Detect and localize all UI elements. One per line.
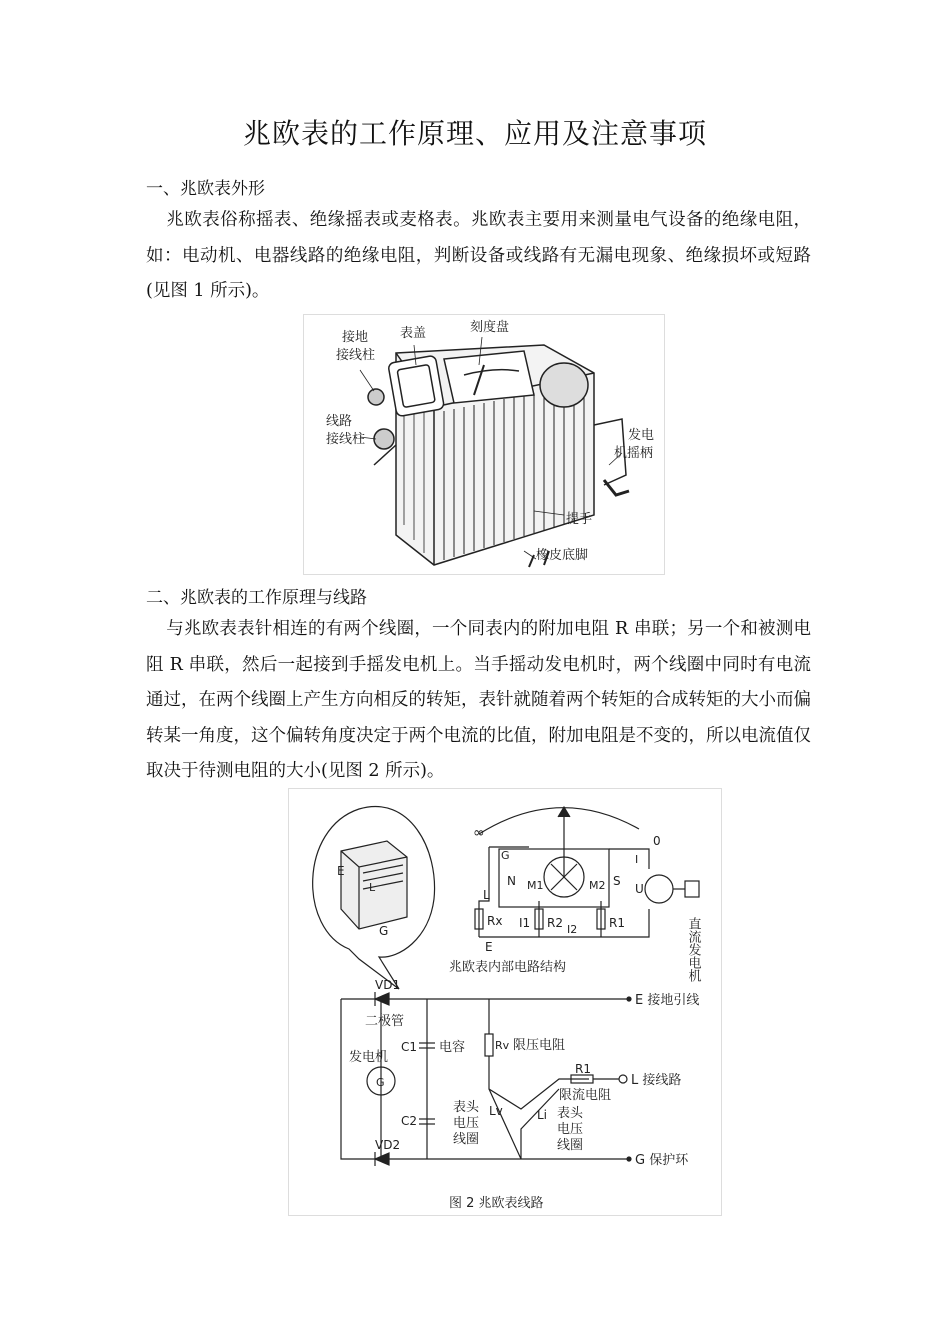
fig2-label-inf: ∞ xyxy=(473,825,485,841)
fig2-label-generator: 发电机 xyxy=(349,1050,389,1065)
fig2-label-r2: R2 xyxy=(547,916,563,930)
fig2-label-i2: I2 xyxy=(567,923,578,936)
fig1-label-handle: 提手 xyxy=(566,512,593,527)
fig2-label-head-v-3: 线圈 xyxy=(453,1132,480,1147)
fig2-label-limit-i: 限流电阻 xyxy=(559,1088,612,1103)
section1-heading: 一、兆欧表外形 xyxy=(146,179,265,199)
fig2-label-u: U xyxy=(635,882,644,896)
fig2-label-c1: C1 xyxy=(401,1040,418,1054)
fig2-label-li: Li xyxy=(537,1108,548,1122)
fig2-label-zero: 0 xyxy=(653,834,661,848)
fig1-label-line-2: 接线柱 xyxy=(326,432,366,447)
figure-1-megger-illustration xyxy=(303,314,665,575)
fig2-label-m1: M1 xyxy=(527,879,544,892)
fig2-label-diode: 二极管 xyxy=(365,1014,405,1029)
fig2-caption: 图 2 兆欧表线路 xyxy=(449,1196,544,1211)
fig2-label-r1: R1 xyxy=(575,1062,591,1076)
fig2-label-g-top: G xyxy=(501,849,510,862)
section1-text: 兆欧表俗称摇表、绝缘摇表或麦格表。兆欧表主要用来测量电气设备的绝缘电阻，如：电动机、电器线路的绝缘电阻，判断设备或线路有无漏电现象、绝缘损坏或短路(见图 1 所示)。 xyxy=(146,210,811,301)
fig2-label-e-icon: E xyxy=(337,864,345,878)
fig1-label-dial: 刻度盘 xyxy=(470,320,510,335)
fig2-label-s: S xyxy=(613,874,621,888)
fig2-label-m2: M2 xyxy=(589,879,606,892)
fig2-label-e-top: E xyxy=(485,940,493,954)
page-title: 兆欧表的工作原理、应用及注意事项 xyxy=(242,117,707,150)
fig2-label-e-out: E 接地引线 xyxy=(635,993,700,1008)
section1-paragraph xyxy=(146,203,811,310)
figure-2-megger-circuit xyxy=(288,788,722,1216)
fig2-label-vd1: VD1 xyxy=(375,978,401,992)
fig2-label-lv: Lv xyxy=(489,1104,503,1118)
fig2-label-i: I xyxy=(635,853,639,866)
section2-heading: 二、兆欧表的工作原理与线路 xyxy=(146,588,367,608)
fig2-label-rx: Rx xyxy=(487,914,503,928)
fig1-label-line-1: 线路 xyxy=(326,414,353,429)
fig2-label-n: N xyxy=(507,874,516,888)
fig1-label-crank-2: 机摇柄 xyxy=(614,446,654,461)
fig2-label-head-i-3: 线圈 xyxy=(557,1138,584,1153)
section2-paragraph xyxy=(146,612,811,790)
fig2-label-dc-gen: 直流发电机 xyxy=(685,917,701,982)
fig2-label-l-out: L 接线路 xyxy=(631,1073,682,1088)
fig2-label-g-out: G 保护环 xyxy=(635,1153,689,1168)
fig2-label-g-icon: G xyxy=(379,924,389,938)
fig1-label-ground-2: 接线柱 xyxy=(336,348,376,363)
section2-text: 与兆欧表表针相连的有两个线圈，一个同表内的附加电阻 R 串联；另一个和被测电阻 R 串联，然后一起接到手摇发电机上。当手摇动发电机时，两个线圈中同时有电流通过，在两个线圈上产生方向相反的转矩，表针就随着两个转矩的合成转矩的大小而偏转某一角度，这个偏转角度决定于两个电流的比值，附加电阻是不变的，所以电流值仅取决于待测电阻的大小(见图 2 所示)。 xyxy=(146,619,811,781)
fig2-label-limit-v: 限压电阻 xyxy=(513,1038,566,1053)
fig2-label-head-v-1: 表头 xyxy=(453,1100,480,1115)
fig2-label-head-i-1: 表头 xyxy=(557,1106,584,1121)
fig2-label-gen-symbol: G xyxy=(376,1076,385,1089)
fig2-label-head-i-2: 电压 xyxy=(557,1122,584,1137)
fig2-label-c2: C2 xyxy=(401,1114,418,1128)
fig2-label-vd2: VD2 xyxy=(375,1138,401,1152)
fig2-label-l-top: L xyxy=(483,888,490,902)
fig2-label-l-icon: L xyxy=(369,881,376,894)
fig1-label-cover: 表盖 xyxy=(400,326,427,341)
fig2-label-r1-top: R1 xyxy=(609,916,625,930)
fig2-label-rv: Rv xyxy=(495,1039,510,1052)
fig2-label-capacitor: 电容 xyxy=(439,1040,466,1055)
fig1-label-rubber-feet: 橡皮底脚 xyxy=(536,548,589,563)
fig2-label-i1: I1 xyxy=(519,916,531,930)
fig1-label-crank-1: 发电 xyxy=(628,428,655,443)
fig2-label-head-v-2: 电压 xyxy=(453,1116,480,1131)
fig2-inner-caption: 兆欧表内部电路结构 xyxy=(449,960,567,975)
fig1-label-ground-1: 接地 xyxy=(342,330,369,345)
